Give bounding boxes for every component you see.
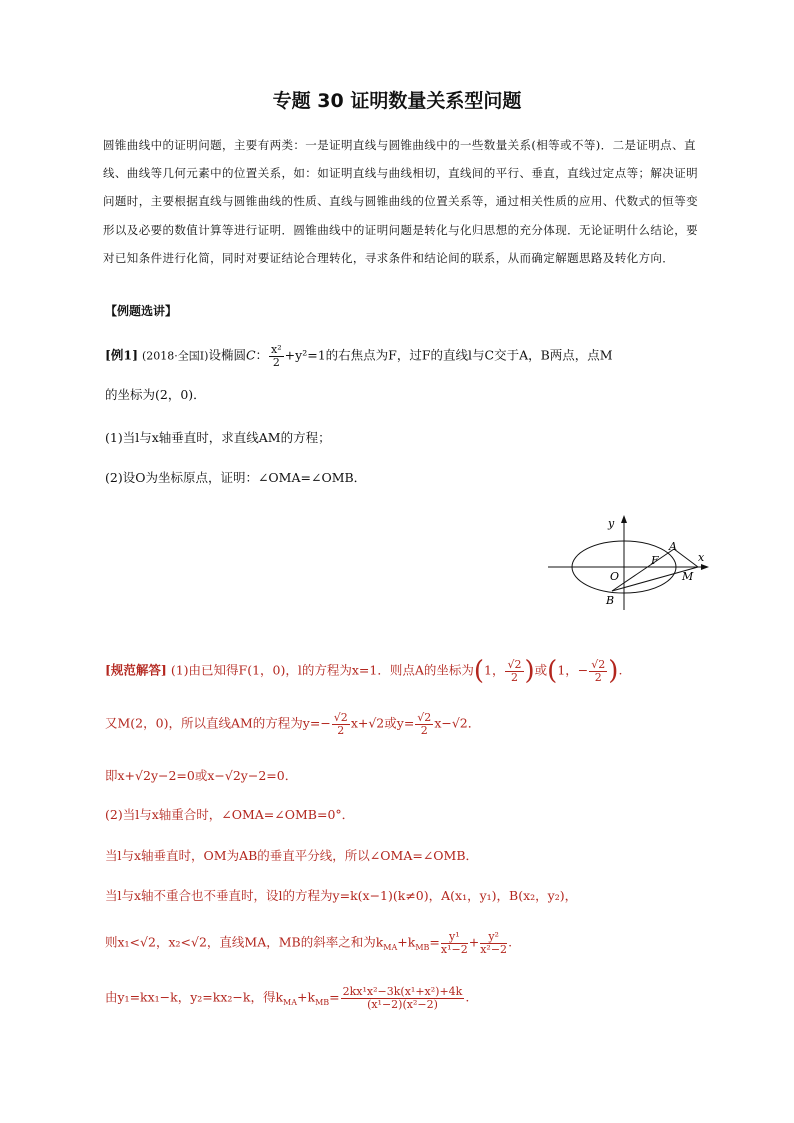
- example-text-b: 的右焦点为F，过F的直线l与C交于A，B两点，点M: [325, 347, 613, 363]
- label-x: x: [698, 551, 705, 564]
- x-axis-arrow: [701, 564, 709, 570]
- example-label: [例1]: [105, 347, 139, 363]
- question-2: (2)设O为坐标原点，证明：∠OMA=∠OMB．: [105, 470, 367, 485]
- label-b: B: [606, 594, 615, 607]
- example-line2: 的坐标为(2，0)．: [105, 387, 206, 402]
- intro-paragraph: 圆锥曲线中的证明问题，主要有两类：一是证明直线与圆锥曲线中的一些数量关系(相等或不等)．二是证明点、直线、曲线等几何元素中的位置关系，如：如证明直线与曲线相切，直线间的平行、垂直，直线过定点等；解决证明问题时，主要根据直线与圆锥曲线的性质、直线与圆锥曲线的位置关系等，通过相关性质的应用、代数式的恒等变形以及必要的数值计算等进行证明．圆锥曲线中的证明问题是转化与化归思想的充分体现．无论证明什么结论，要对已知条件进行化简，同时对要证结论合理转化，寻求条件和结论间的联系，从而确定解题思路及转化方向．: [103, 138, 698, 265]
- label-y: y: [608, 517, 615, 530]
- ellipse-name: C: [245, 347, 256, 363]
- section-heading: 【例题选讲】: [105, 304, 178, 318]
- label-a: A: [669, 540, 677, 553]
- ellipse-fraction: $\frac{\text{x²}}{2}$: [271, 343, 282, 369]
- label-f: F: [651, 554, 659, 567]
- solution-line-8: 由y₁=kx₁−k，y₂=kx₂−k，得$k_{MA}+k_{MB}=$ $\frac{\text{2kx¹x²−3k(x¹+x²)+4k}}{\text{(x¹−2)(x²−2)}}$ .: [105, 985, 470, 1011]
- example-text-a: 设椭圆: [208, 347, 246, 363]
- solution-line-2: 又M(2，0)，所以直线AM的方程为y=− $\frac{√2}{2}$ x+√2或y= $\frac{√2}{2}$ x−√2．: [105, 711, 481, 737]
- question-1: (1)当l与x轴垂直时，求直线AM的方程；: [105, 430, 331, 445]
- segment-am: [674, 549, 698, 567]
- solution-label: [规范解答]: [105, 662, 167, 678]
- label-o: O: [610, 570, 620, 583]
- line-l: [612, 549, 674, 591]
- solution-line-4: (2)当l与x轴重合时，∠OMA=∠OMB=0°．: [105, 807, 355, 822]
- sol-l1-text: (1)由已知得F(1，0)，l的方程为x=1．则点A的坐标为: [170, 662, 474, 678]
- example-source: (2018·全国Ⅰ): [142, 349, 209, 363]
- ellipse-figure: [546, 512, 714, 612]
- label-m: M: [682, 570, 694, 583]
- solution-line-6: 当l与x轴不重合也不垂直时，设l的方程为y=k(x−1)(k≠0)，A(x₁，y₁)，B(x₂，y₂)，: [105, 888, 578, 903]
- ellipse-eq-tail: +y²=1: [284, 347, 326, 363]
- solution-line-1: [规范解答] (1)由已知得F(1，0)，l的方程为x=1．则点A的坐标为(1， $\frac{√2}{2}$ )或(1，− $\frac{√2}{2}$ ).: [105, 656, 623, 686]
- solution-line-5: 当l与x轴垂直时，OM为AB的垂直平分线，所以∠OMA=∠OMB．: [105, 848, 479, 863]
- page-title: 专题 30 证明数量关系型问题: [272, 90, 522, 112]
- solution-line-7: 则x₁<√2，x₂<√2，直线MA，MB的斜率之和为$k_{MA}+k_{MB}=$ $\frac{\text{y¹}}{\text{x¹−2}}$ + $\frac{\text{y²}}{\text{x²−2}}$ .: [105, 930, 513, 956]
- example-statement: [例1] (2018·全国Ⅰ)设椭圆C： $\frac{\text{x²}}{2}$ +y²=1的右焦点为F，过F的直线l与C交于A，B两点，点M: [105, 343, 613, 369]
- y-axis-arrow: [621, 515, 627, 523]
- solution-line-3: 即x+√2y−2=0或x−√2y−2=0．: [105, 768, 298, 783]
